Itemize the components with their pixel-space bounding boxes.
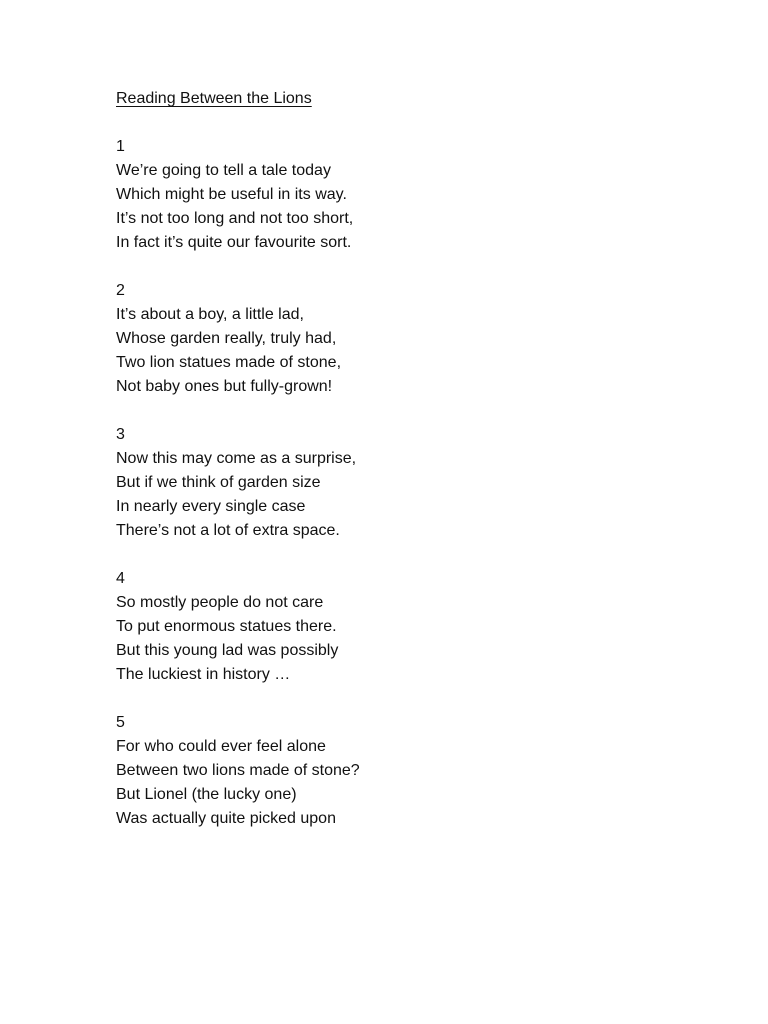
poem-line: But if we think of garden size	[116, 474, 321, 491]
poem-line: To put enormous statues there.	[116, 618, 337, 635]
poem-line: But Lionel (the lucky one)	[116, 786, 297, 803]
stanza-2	[116, 279, 716, 399]
poem-line: Between two lions made of stone?	[116, 762, 360, 779]
poem-line: Was actually quite picked upon	[116, 810, 336, 827]
poem-line: The luckiest in history …	[116, 666, 291, 683]
stanza-3	[116, 423, 716, 543]
poem-line: For who could ever feel alone	[116, 738, 326, 755]
poem-line: Whose garden really, truly had,	[116, 330, 337, 347]
poem-line: We’re going to tell a tale today	[116, 162, 331, 179]
poem-line: In nearly every single case	[116, 498, 306, 515]
stanza-number: 3	[116, 426, 125, 443]
poem-line: Now this may come as a surprise,	[116, 450, 357, 467]
poem-line: But this young lad was possibly	[116, 642, 339, 659]
stanza-number: 5	[116, 714, 125, 731]
document-page	[116, 87, 716, 831]
stanza-1	[116, 135, 716, 255]
poem-line: Which might be useful in its way.	[116, 186, 347, 203]
stanza-number: 4	[116, 570, 125, 587]
poem-line: Not baby ones but fully-grown!	[116, 378, 333, 395]
stanza-4	[116, 567, 716, 687]
poem-line: It’s not too long and not too short,	[116, 210, 354, 227]
poem-line: There’s not a lot of extra space.	[116, 522, 340, 539]
poem-line: Two lion statues made of stone,	[116, 354, 342, 371]
stanza-number: 2	[116, 282, 125, 299]
stanza-5	[116, 711, 716, 831]
stanza-number: 1	[116, 138, 125, 155]
poem-line: It’s about a boy, a little lad,	[116, 306, 304, 323]
poem-line: In fact it’s quite our favourite sort.	[116, 234, 352, 251]
document-title: Reading Between the Lions	[116, 90, 312, 107]
poem-line: So mostly people do not care	[116, 594, 324, 611]
